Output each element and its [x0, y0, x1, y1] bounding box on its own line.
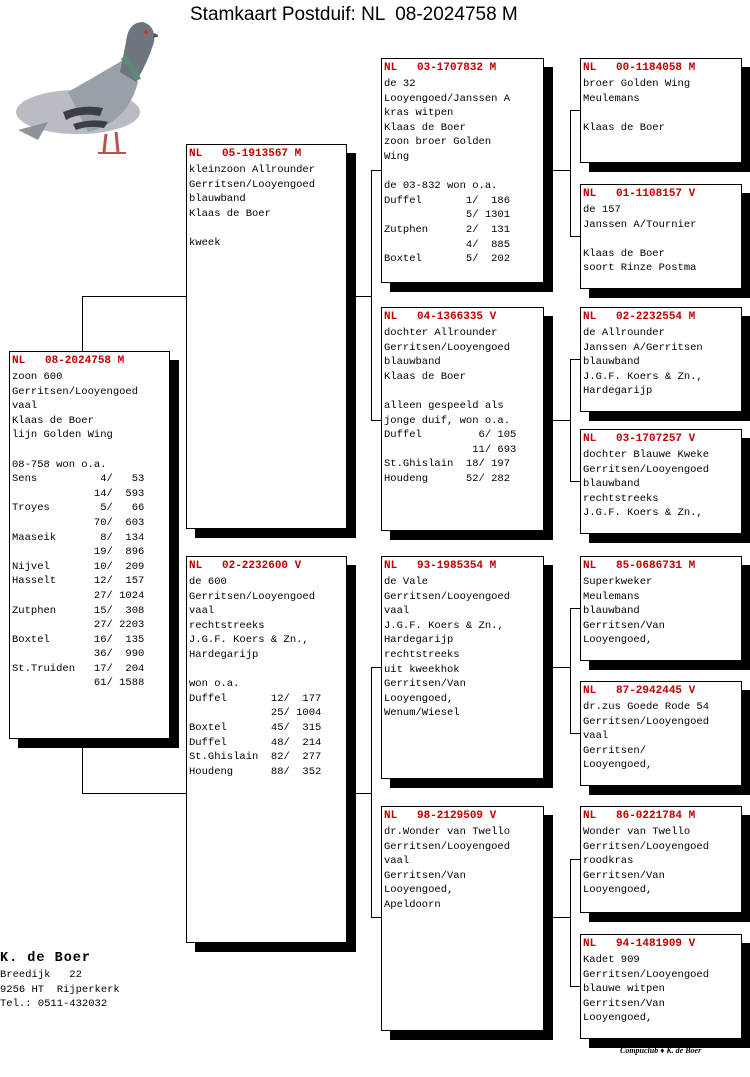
pigeon-info-line: Gerritsen/	[583, 744, 647, 757]
connector-line	[371, 420, 381, 421]
connector-line	[570, 481, 580, 482]
pigeon-info-line: blauwband	[189, 193, 246, 206]
connector-line	[82, 747, 83, 793]
ring-number: NL 98-2129509 V	[384, 810, 497, 822]
connector-line	[371, 917, 381, 918]
ring-number: NL 01-1108157 V	[583, 188, 696, 200]
pigeon-card-sire-sire	[381, 58, 544, 283]
pigeon-info-line: broer Golden Wing	[583, 78, 691, 90]
pigeon-info-line: zoon 600	[12, 371, 63, 383]
pigeon-info-line: vaal	[189, 605, 215, 618]
pigeon-info-line: jonge duif, won o.a.	[384, 414, 511, 427]
connector-line	[570, 359, 571, 481]
connector-line	[82, 793, 186, 794]
pigeon-card-ss-dam	[580, 184, 742, 289]
connector-line	[570, 110, 571, 236]
pigeon-info-line: Houdeng 52/ 282	[384, 472, 511, 485]
pigeon-card-sire	[186, 144, 347, 529]
owner-info	[0, 950, 120, 1012]
owner-address: Breedijk 22	[0, 969, 82, 981]
pigeon-info-line: dochter Blauwe Kweke	[583, 449, 710, 461]
pigeon-card-ds-sire	[580, 556, 742, 661]
connector-line	[82, 296, 186, 297]
pigeon-card-sd-dam	[580, 429, 742, 534]
pigeon-info-line: Apeldoorn	[384, 898, 441, 911]
pigeon-info-line: 61/ 1588	[12, 677, 145, 690]
ring-number: NL 00-1184058 M	[583, 62, 696, 74]
pigeon-info-line: Wing	[384, 150, 410, 163]
pigeon-info-line: Klaas de Boer	[189, 207, 271, 220]
pigeon-info-line: Gerritsen/Van	[384, 678, 466, 691]
pigeon-info-line: zoon broer Golden	[384, 136, 492, 149]
connector-line	[570, 859, 571, 986]
pigeon-info-line: de 03-832 won o.a.	[384, 180, 498, 193]
pigeon-info-line: 27/ 1024	[12, 589, 145, 602]
connector-line	[82, 296, 83, 351]
pigeon-info-line: Houdeng 88/ 352	[189, 765, 322, 778]
pigeon-info-line: Gerritsen/Van	[583, 869, 665, 882]
pigeon-info-line: Klaas de Boer	[384, 121, 466, 134]
connector-line	[355, 793, 371, 794]
pigeon-info-line: Looyengoed,	[583, 634, 653, 647]
pigeon-info-line: de Allrounder	[583, 327, 665, 339]
connector-line	[570, 986, 580, 987]
pigeon-info-line: St.Truiden 17/ 204	[12, 662, 145, 675]
pigeon-info-line	[583, 232, 741, 247]
ring-number: NL 86-0221784 M	[583, 810, 696, 822]
owner-city: 9256 HT Rijperkerk	[0, 983, 120, 996]
pigeon-info-line: vaal	[384, 855, 410, 868]
ring-number: NL 05-1913567 M	[189, 148, 302, 160]
pigeon-info-line: Wonder van Twello	[583, 826, 691, 838]
pigeon-info-line: Gerritsen/Looyengoed	[583, 463, 710, 476]
pigeon-info-line: Gerritsen/Looyengoed	[583, 715, 710, 728]
pigeon-card-sire-dam	[381, 307, 544, 531]
pigeon-info-line: J.G.F. Koers & Zn.,	[583, 507, 703, 520]
pigeon-info-line: 25/ 1004	[189, 707, 322, 720]
connector-line	[552, 170, 570, 171]
pigeon-info-line: J.G.F. Koers & Zn.,	[384, 619, 504, 632]
pigeon-photo	[8, 12, 158, 157]
pigeon-info-line: 36/ 990	[12, 648, 145, 661]
connector-line	[552, 917, 570, 918]
pigeon-info-line: blauwe witpen	[583, 983, 665, 996]
pigeon-info-line: J.G.F. Koers & Zn.,	[189, 634, 309, 647]
pigeon-info-line: Gerritsen/Looyengoed	[384, 341, 511, 354]
ring-number: NL 02-2232600 V	[189, 560, 302, 572]
pigeon-info-line: uit kweekhok	[384, 663, 460, 676]
connector-line	[371, 667, 372, 917]
connector-line	[552, 667, 570, 668]
pigeon-info-line: lijn Golden Wing	[12, 429, 113, 442]
pigeon-info-line: J.G.F. Koers & Zn.,	[583, 370, 703, 383]
connector-line	[570, 733, 580, 734]
pigeon-info-line: St.Ghislain 82/ 277	[189, 751, 322, 764]
pigeon-info-line: rechtstreeks	[384, 648, 460, 661]
pigeon-info-line: soort Rinze Postma	[583, 262, 697, 275]
pigeon-info-line	[189, 221, 346, 236]
pigeon-info-line: Looyengoed,	[384, 884, 454, 897]
connector-line	[570, 359, 580, 360]
pigeon-info-line: blauwband	[583, 356, 640, 369]
pigeon-info-line: roodkras	[583, 855, 634, 868]
pigeon-info-line: Zutphen 15/ 308	[12, 604, 145, 617]
pigeon-info-line: de 32	[384, 78, 416, 90]
pigeon-info-line: 08-758 won o.a.	[12, 458, 107, 471]
pigeon-info-line: Gerritsen/Van	[583, 997, 665, 1010]
pigeon-info-line: Klaas de Boer	[583, 247, 665, 260]
pigeon-info-line: Gerritsen/Van	[384, 869, 466, 882]
pigeon-card-dd-dam	[580, 934, 742, 1039]
pigeon-info-line: Meulemans	[583, 590, 640, 603]
pigeon-info-line	[189, 663, 346, 678]
pigeon-info-line: Klaas de Boer	[583, 121, 665, 134]
connector-line	[570, 859, 580, 860]
pigeon-info-line: Hasselt 12/ 157	[12, 575, 145, 588]
pigeon-card-dam	[186, 556, 347, 943]
ring-number: NL 87-2942445 V	[583, 685, 696, 697]
pigeon-info-line: blauwband	[583, 478, 640, 491]
pigeon-info-line: Sens 4/ 53	[12, 473, 145, 486]
connector-line	[570, 110, 580, 111]
pigeon-info-line	[384, 165, 543, 180]
pigeon-info-line: Looyengoed/Janssen A	[384, 92, 511, 105]
connector-line	[552, 420, 570, 421]
pigeon-info-line: vaal	[384, 605, 410, 618]
pigeon-info-line: Boxtel 16/ 135	[12, 633, 145, 646]
pigeon-info-line: blauwband	[384, 356, 441, 369]
pigeon-info-line: 27/ 2203	[12, 619, 145, 632]
pigeon-info-line: Duffel 12/ 177	[189, 692, 322, 705]
pigeon-info-line: kweek	[189, 236, 221, 249]
pigeon-info-line: rechtstreeks	[583, 492, 659, 505]
pigeon-info-line: Boxtel 45/ 315	[189, 721, 322, 734]
pigeon-info-line: vaal	[12, 400, 38, 413]
pigeon-info-line: Zutphen 2/ 131	[384, 223, 511, 236]
pigeon-info-line: Duffel 6/ 105	[384, 429, 517, 442]
pigeon-info-line: Gerritsen/Looyengoed	[583, 968, 710, 981]
page-title: Stamkaart Postduif: NL 08-2024758 M	[190, 4, 518, 25]
pigeon-card-ds-dam	[580, 681, 742, 786]
pigeon-info-line: Gerritsen/Looyengoed	[12, 385, 139, 398]
ring-number: NL 93-1985354 M	[384, 560, 497, 572]
pigeon-info-line: 70/ 603	[12, 516, 145, 529]
pigeon-info-line: Boxtel 5/ 202	[384, 253, 511, 266]
pigeon-card-dam-dam	[381, 806, 544, 1031]
pigeon-info-line: kleinzoon Allrounder	[189, 164, 316, 176]
pigeon-info-line: blauwband	[583, 605, 640, 618]
pigeon-info-line: rechtstreeks	[189, 619, 265, 632]
pigeon-info-line: de Vale	[384, 576, 429, 588]
ring-number: NL 94-1481909 V	[583, 938, 696, 950]
pigeon-info-line: Wenum/Wiesel	[384, 707, 460, 720]
pigeon-info-line: vaal	[583, 730, 609, 743]
pigeon-info-line: St.Ghislain 18/ 197	[384, 458, 511, 471]
connector-line	[570, 608, 571, 733]
pigeon-info-line: 11/ 693	[384, 443, 517, 456]
pigeon-card-dam-sire	[381, 556, 544, 779]
ring-number: NL 08-2024758 M	[12, 355, 125, 367]
pigeon-info-line: Duffel 1/ 186	[384, 194, 511, 207]
pigeon-info-line: 4/ 885	[384, 238, 511, 251]
ring-number: NL 85-0686731 M	[583, 560, 696, 572]
pigeon-info-line: Superkweker	[583, 576, 653, 588]
pigeon-card-dd-sire	[580, 806, 742, 913]
pigeon-info-line: de 600	[189, 576, 227, 588]
pigeon-card-ss-sire	[580, 58, 742, 163]
pigeon-info-line: de 157	[583, 204, 621, 216]
connector-line	[371, 667, 381, 668]
pigeon-info-line: 14/ 593	[12, 487, 145, 500]
pigeon-info-line: Hardegarijp	[583, 385, 653, 398]
pigeon-info-line: kras witpen	[384, 107, 454, 120]
pigeon-info-line	[384, 384, 543, 399]
pigeon-info-line: Kadet 909	[583, 954, 640, 966]
pigeon-info-line: Looyengoed,	[384, 692, 454, 705]
ring-number: NL 03-1707832 M	[384, 62, 497, 74]
connector-line	[371, 170, 372, 420]
pigeon-info-line: Hardegarijp	[384, 634, 454, 647]
ring-number: NL 02-2232554 M	[583, 311, 696, 323]
owner-phone: Tel.: 0511-432032	[0, 998, 108, 1011]
pigeon-info-line: dochter Allrounder	[384, 327, 498, 339]
pigeon-info-line: Maaseik 8/ 134	[12, 531, 145, 544]
connector-line	[570, 608, 580, 609]
pigeon-info-line	[12, 443, 169, 458]
connector-line	[355, 296, 371, 297]
pigeon-info-line: Janssen A/Gerritsen	[583, 341, 703, 354]
pigeon-info-line: dr.zus Goede Rode 54	[583, 701, 710, 713]
connector-line	[371, 170, 381, 171]
pigeon-info-line: Gerritsen/Looyengoed	[189, 590, 316, 603]
owner-name: K. de Boer	[0, 951, 92, 966]
credit-text: Compuclub ♦ K. de Boer	[620, 1046, 702, 1055]
pigeon-info-line: Gerritsen/Looyengoed	[384, 590, 511, 603]
pigeon-info-line: Looyengoed,	[583, 1012, 653, 1025]
pigeon-info-line: Looyengoed,	[583, 884, 653, 897]
pigeon-info-line: Troyes 5/ 66	[12, 502, 145, 515]
pigeon-info-line: 5/ 1301	[384, 209, 511, 222]
pigeon-info-line: Janssen A/Tournier	[583, 218, 697, 231]
pigeon-info-line: dr.Wonder van Twello	[384, 826, 511, 838]
connector-line	[570, 236, 580, 237]
pigeon-info-line	[583, 106, 741, 121]
ring-number: NL 04-1366335 V	[384, 311, 497, 323]
pigeon-card-sd-sire	[580, 307, 742, 412]
pigeon-info-line: Gerritsen/Looyengoed	[384, 840, 511, 853]
pigeon-info-line: Klaas de Boer	[12, 414, 94, 427]
pigeon-info-line: Duffel 48/ 214	[189, 736, 322, 749]
pigeon-info-line: Meulemans	[583, 92, 640, 105]
pigeon-info-line: Hardegarijp	[189, 648, 259, 661]
pigeon-info-line: 19/ 896	[12, 546, 145, 559]
pigeon-info-line: Klaas de Boer	[384, 370, 466, 383]
pigeon-info-line: Gerritsen/Van	[583, 619, 665, 632]
pigeon-info-line: Looyengoed,	[583, 759, 653, 772]
pigeon-info-line: alleen gespeeld als	[384, 399, 504, 412]
pigeon-card-main	[9, 351, 170, 739]
pigeon-info-line: Nijvel 10/ 209	[12, 560, 145, 573]
ring-number: NL 03-1707257 V	[583, 433, 696, 445]
pigeon-info-line: won o.a.	[189, 678, 240, 691]
pigeon-info-line: Gerritsen/Looyengoed	[583, 840, 710, 853]
pigeon-info-line: Gerritsen/Looyengoed	[189, 178, 316, 191]
